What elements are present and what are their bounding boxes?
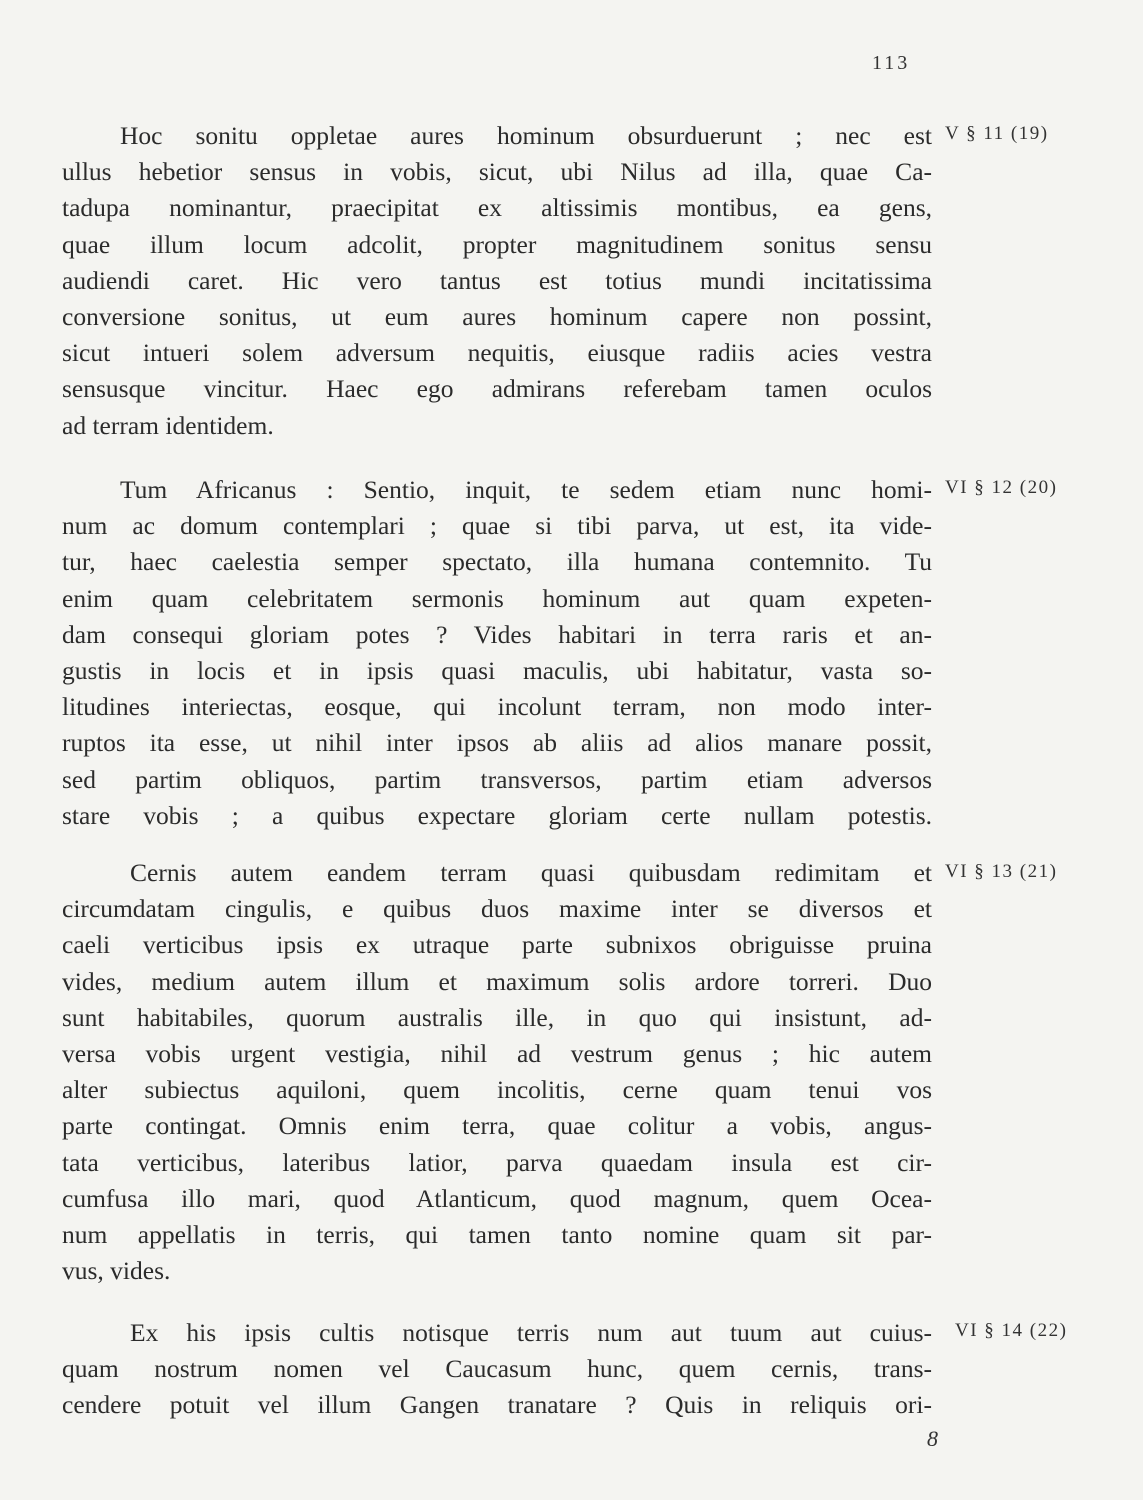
- text-line: audiendi caret. Hic vero tantus est totius mundi incitatissima: [62, 265, 932, 295]
- text-line: quam nostrum nomen vel Caucasum hunc, quem cernis, trans-: [62, 1354, 932, 1384]
- text-line: parte contingat. Omnis enim terra, quae colitur a vobis, angus-: [62, 1111, 932, 1141]
- text-line: num appellatis in terris, qui tamen tanto nomine quam sit par-: [62, 1220, 932, 1250]
- section-reference: V § 11 (19): [945, 123, 1049, 144]
- text-line: ad terram identidem.: [62, 410, 274, 440]
- text-line: stare vobis ; a quibus expectare gloriam certe nullam potestis.: [62, 800, 932, 830]
- paragraph-4: [62, 1315, 932, 1424]
- paragraph-3: [62, 855, 932, 1289]
- paragraph-1: [62, 118, 932, 444]
- section-reference: VI § 13 (21): [945, 861, 1058, 882]
- text-line: cendere potuit vel illum Gangen tranatare ? Quis in reliquis ori-: [62, 1390, 932, 1420]
- text-line: ruptos ita esse, ut nihil inter ipsos ab aliis ad alios manare possit,: [62, 728, 932, 758]
- text-line: dam consequi gloriam potes ? Vides habitari in terra raris et an-: [62, 619, 932, 649]
- text-line: circumdatam cingulis, e quibus duos maxime inter se diversos et: [62, 894, 932, 924]
- text-line: Ex his ipsis cultis notisque terris num aut tuum aut cuius-: [130, 1318, 932, 1347]
- text-line: versa vobis urgent vestigia, nihil ad vestrum genus ; hic autem: [62, 1039, 932, 1069]
- text-line: gustis in locis et in ipsis quasi maculis, ubi habitatur, vasta so-: [62, 656, 932, 686]
- text-line: sunt habitabiles, quorum australis ille, in quo qui insistunt, ad-: [62, 1002, 932, 1032]
- text-line: quae illum locum adcolit, propter magnitudinem sonitus sensu: [62, 229, 932, 259]
- text-line: tur, haec caelestia semper spectato, illa humana contemnito. Tu: [62, 547, 932, 577]
- text-line: sicut intueri solem adversum nequitis, eiusque radiis acies vestra: [62, 338, 932, 368]
- text-line: ullus hebetior sensus in vobis, sicut, ubi Nilus ad illa, quae Ca-: [62, 157, 932, 187]
- text-line: litudines interiectas, eosque, qui incolunt terram, non modo inter-: [62, 692, 932, 722]
- text-line: alter subiectus aquiloni, quem incolitis, cerne quam tenui vos: [62, 1075, 932, 1105]
- text-line: vides, medium autem illum et maximum solis ardore torreri. Duo: [62, 966, 932, 996]
- paragraph-2: [62, 472, 932, 834]
- text-line: cumfusa illo mari, quod Atlanticum, quod magnum, quem Ocea-: [62, 1183, 932, 1213]
- signature-mark: 8: [927, 1426, 938, 1451]
- text-line: tata verticibus, lateribus latior, parva quaedam insula est cir-: [62, 1147, 932, 1177]
- text-line: sed partim obliquos, partim transversos, partim etiam adversos: [62, 764, 932, 794]
- page-number: 113: [872, 52, 911, 74]
- text-line: vus, vides.: [62, 1256, 171, 1286]
- text-line: caeli verticibus ipsis ex utraque parte subnixos obriguisse pruina: [62, 930, 932, 960]
- section-reference: VI § 14 (22): [955, 1320, 1068, 1341]
- text-line: enim quam celebritatem sermonis hominum aut quam expeten-: [62, 583, 932, 613]
- text-line: Hoc sonitu oppletae aures hominum obsurduerunt ; nec est: [120, 121, 932, 150]
- section-reference: VI § 12 (20): [945, 477, 1058, 498]
- text-line: sensusque vincitur. Haec ego admirans referebam tamen oculos: [62, 374, 932, 404]
- text-line: num ac domum contemplari ; quae si tibi parva, ut est, ita vide-: [62, 511, 932, 541]
- text-line: Cernis autem eandem terram quasi quibusdam redimitam et: [130, 858, 932, 887]
- text-line: conversione sonitus, ut eum aures hominum capere non possint,: [62, 302, 932, 332]
- text-line: tadupa nominantur, praecipitat ex altissimis montibus, ea gens,: [62, 193, 932, 223]
- text-line: Tum Africanus : Sentio, inquit, te sedem etiam nunc homi-: [120, 475, 932, 504]
